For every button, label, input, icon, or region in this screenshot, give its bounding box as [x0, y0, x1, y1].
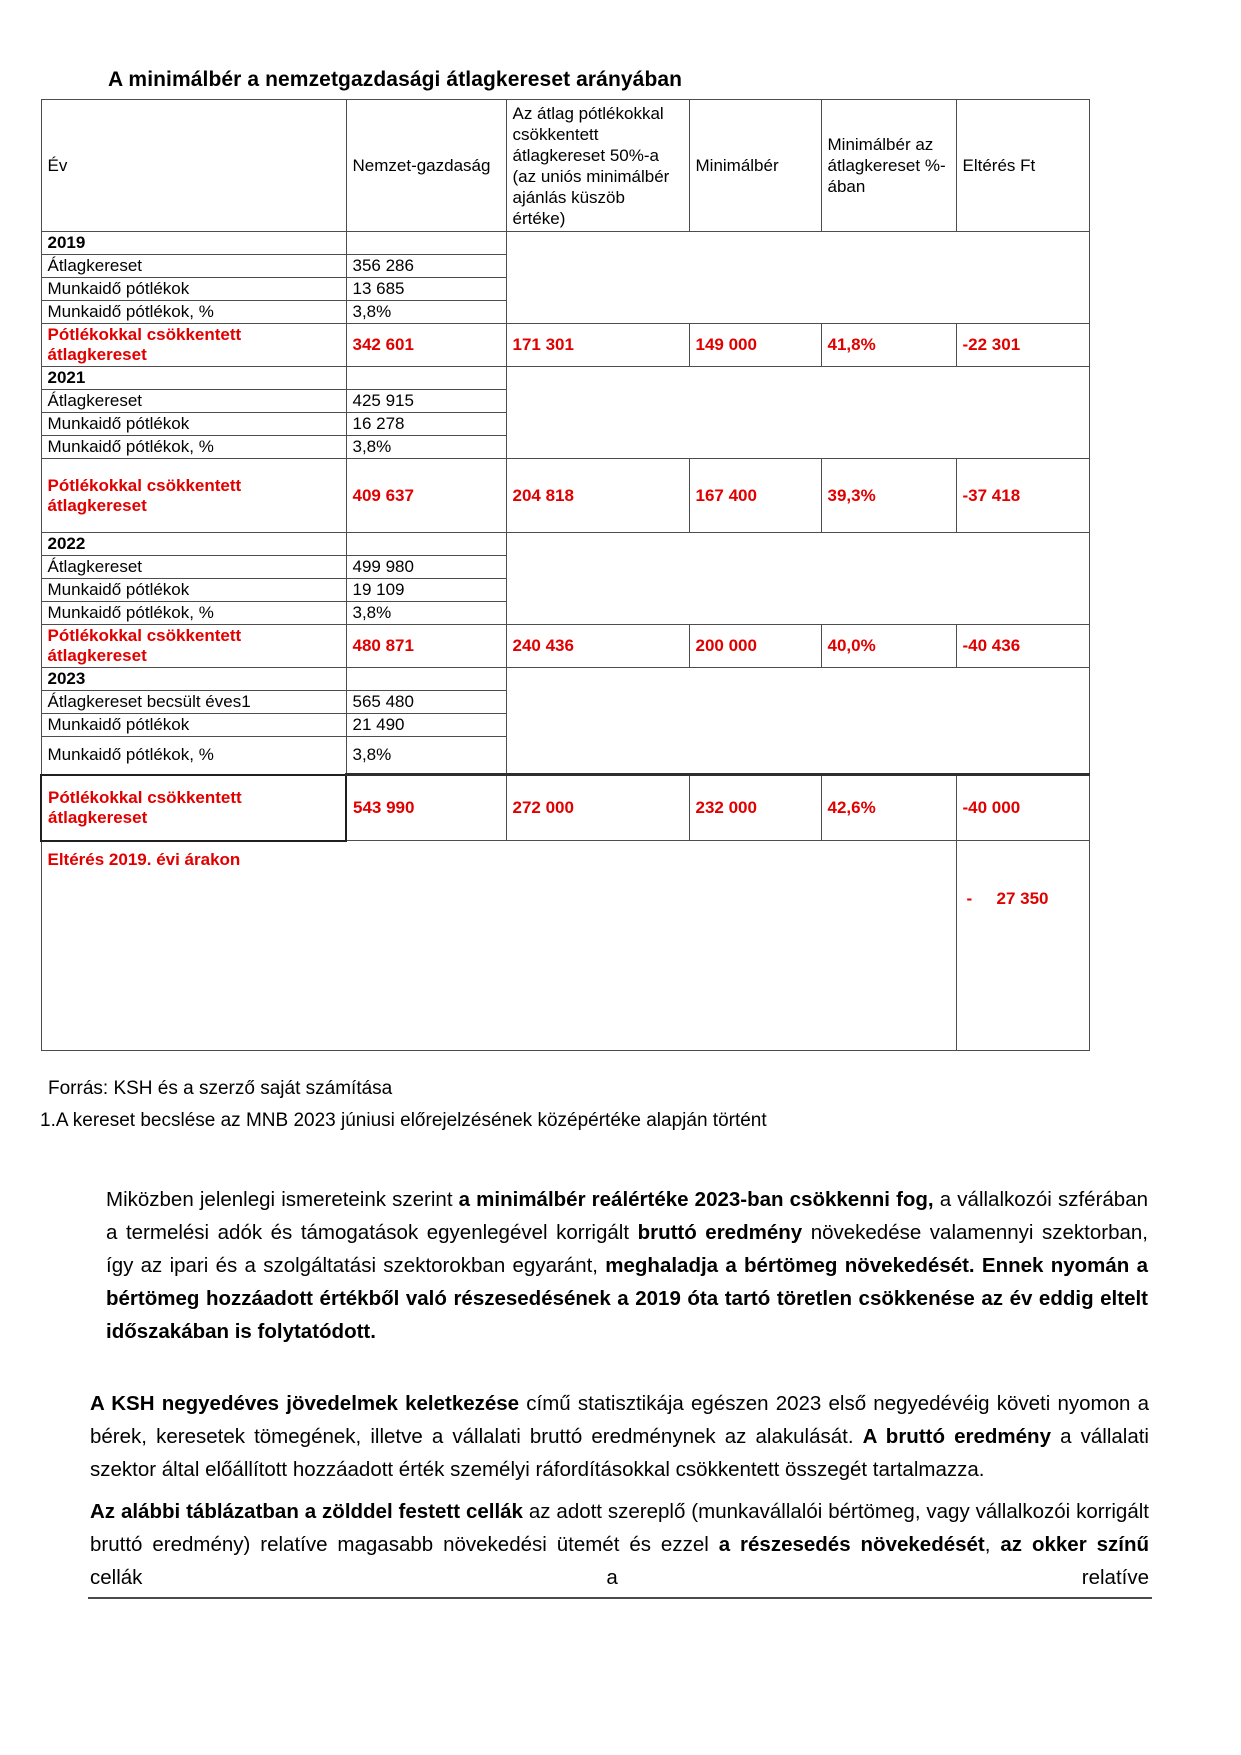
empty-cell [346, 533, 506, 556]
metric-value: 19 109 [346, 579, 506, 602]
text-run: cellák a relatíve [90, 1566, 1149, 1589]
metric-value: 565 480 [346, 691, 506, 714]
text-run: az adott szereplő (munkavállalói bértömeg, vagy vállalkozói korrigált bruttó eredmény) relatíve magasabb növekedési ütemét és ezzel [90, 1500, 1149, 1556]
summary-label: Pótlékokkal csökkentett átlagkereset [41, 775, 346, 841]
summary-difference-value: -40 000 [956, 775, 1089, 841]
column-header-minimum-wage: Minimálbér [689, 100, 821, 232]
metric-value: 13 685 [346, 278, 506, 301]
summary-difference-value: -22 301 [956, 324, 1089, 367]
metric-value: 3,8% [346, 436, 506, 459]
summary-half-average-value: 204 818 [506, 459, 689, 533]
metric-value: 3,8% [346, 301, 506, 324]
year-label: 2023 [41, 668, 346, 691]
metric-value: 16 278 [346, 413, 506, 436]
column-header-year: Év [41, 100, 346, 232]
text-run: az okker színű [1000, 1533, 1149, 1556]
year-label: 2021 [41, 367, 346, 390]
text-run: című statisztikája egészen 2023 első negyedévéig követi nyomon a bérek, keresetek tömegének, illetve a vállalati bruttó eredménynek az alakulását. [90, 1392, 1149, 1448]
summary-percent-value: 41,8% [821, 324, 956, 367]
column-header-percent: Minimálbér az átlagkereset %-ában [821, 100, 956, 232]
difference-2019-prices-cell [956, 841, 1089, 1051]
column-header-national-economy: Nemzet-gazdaság [346, 100, 506, 232]
empty-cell [346, 232, 506, 255]
text-run: A KSH negyedéves jövedelmek keletkezése [90, 1392, 520, 1415]
column-header-half-average: Az átlag pótlékokkal csökkentett átlagkereset 50%-a (az uniós minimálbér ajánlás küszöb értéke) [506, 100, 689, 232]
table-row [41, 668, 1089, 691]
text-run: A bruttó eredmény [862, 1425, 1051, 1448]
difference-value: 27 350 [996, 889, 1049, 908]
text-run: Az alábbi táblázatban a zölddel festett cellák [90, 1500, 523, 1523]
metric-label: Munkaidő pótlékok, % [41, 301, 346, 324]
summary-row [41, 775, 1089, 841]
summary-national-value: 543 990 [346, 775, 506, 841]
text-run: a részesedés növekedését [718, 1533, 985, 1556]
metric-label: Munkaidő pótlékok [41, 278, 346, 301]
summary-percent-value: 39,3% [821, 459, 956, 533]
summary-half-average-value: 171 301 [506, 324, 689, 367]
summary-national-value: 342 601 [346, 324, 506, 367]
metric-value: 21 490 [346, 714, 506, 737]
summary-national-value: 480 871 [346, 625, 506, 668]
summary-row [41, 324, 1089, 367]
column-header-difference: Eltérés Ft [956, 100, 1089, 232]
metric-label: Átlagkereset [41, 390, 346, 413]
body-text [0, 1183, 1241, 1599]
merged-empty-cell [506, 367, 1089, 459]
text-run: , [984, 1533, 1001, 1556]
summary-difference-value: -40 436 [956, 625, 1089, 668]
difference-2019-prices-row [41, 841, 1089, 1051]
text-run: Miközben jelenlegi ismereteink szerint [106, 1188, 459, 1211]
text-run: bruttó eredmény [637, 1221, 803, 1244]
metric-label: Átlagkereset [41, 255, 346, 278]
text-run: a vállalkozói szférában a termelési adók és támogatások egyenlegével korrigált [106, 1188, 1149, 1244]
difference-sign: - [966, 889, 973, 908]
summary-row [41, 459, 1089, 533]
summary-minimum-wage-value: 167 400 [689, 459, 821, 533]
metric-label: Munkaidő pótlékok [41, 714, 346, 737]
metric-label: Átlagkereset becsült éves1 [41, 691, 346, 714]
page-bottom-rule [88, 1597, 1152, 1599]
year-label: 2022 [41, 533, 346, 556]
summary-minimum-wage-value: 232 000 [689, 775, 821, 841]
text-run: meghaladja a bértömeg növekedését. Ennek nyomán a bértömeg hozzáadott értékből való részesedésének a 2019 óta tartó töretlen csökkenése az év eddig eltelt időszakában is folytatódott. [106, 1254, 1148, 1343]
minimum-wage-table [40, 99, 1090, 1051]
empty-cell [346, 668, 506, 691]
empty-cell [346, 367, 506, 390]
summary-minimum-wage-value: 149 000 [689, 324, 821, 367]
table-row [41, 533, 1089, 556]
table-row [41, 232, 1089, 255]
metric-value: 356 286 [346, 255, 506, 278]
source-note: Forrás: KSH és a szerző saját számítása [48, 1078, 393, 1099]
paragraph [90, 1495, 1149, 1594]
paragraph [106, 1183, 1148, 1348]
summary-national-value: 409 637 [346, 459, 506, 533]
paragraph [90, 1387, 1149, 1486]
summary-minimum-wage-value: 200 000 [689, 625, 821, 668]
summary-label: Pótlékokkal csökkentett átlagkereset [41, 324, 346, 367]
summary-row [41, 625, 1089, 668]
merged-empty-cell [506, 533, 1089, 625]
summary-percent-value: 40,0% [821, 625, 956, 668]
merged-empty-cell [506, 668, 1089, 775]
summary-half-average-value: 240 436 [506, 625, 689, 668]
difference-2019-prices-label: Eltérés 2019. évi árakon [41, 841, 956, 1051]
metric-label: Munkaidő pótlékok, % [41, 436, 346, 459]
metric-value: 425 915 [346, 390, 506, 413]
metric-label: Munkaidő pótlékok, % [41, 602, 346, 625]
metric-label: Munkaidő pótlékok, % [41, 737, 346, 775]
metric-label: Átlagkereset [41, 556, 346, 579]
page-title: A minimálbér a nemzetgazdasági átlagkereset arányában [108, 68, 683, 91]
year-label: 2019 [41, 232, 346, 255]
table-row [41, 367, 1089, 390]
summary-half-average-value: 272 000 [506, 775, 689, 841]
summary-percent-value: 42,6% [821, 775, 956, 841]
merged-empty-cell [506, 232, 1089, 324]
metric-value: 3,8% [346, 602, 506, 625]
text-run: növekedése valamennyi szektorban, így az ipari és a szolgáltatási szektorokban egyaránt, [106, 1221, 1149, 1277]
footnote: 1.A kereset becslése az MNB 2023 júniusi előrejelzésének középértéke alapján történt [40, 1110, 767, 1131]
text-run: a minimálbér reálértéke 2023-ban csökkenni fog, [458, 1188, 934, 1211]
metric-value: 3,8% [346, 737, 506, 775]
summary-label: Pótlékokkal csökkentett átlagkereset [41, 459, 346, 533]
metric-value: 499 980 [346, 556, 506, 579]
table-header-row [41, 100, 1089, 232]
metric-label: Munkaidő pótlékok [41, 413, 346, 436]
text-run: a vállalati szektor által előállított hozzáadott érték személyi ráfordításokkal csökkentett összegét tartalmazza. [90, 1425, 1149, 1481]
summary-label: Pótlékokkal csökkentett átlagkereset [41, 625, 346, 668]
metric-label: Munkaidő pótlékok [41, 579, 346, 602]
summary-difference-value: -37 418 [956, 459, 1089, 533]
